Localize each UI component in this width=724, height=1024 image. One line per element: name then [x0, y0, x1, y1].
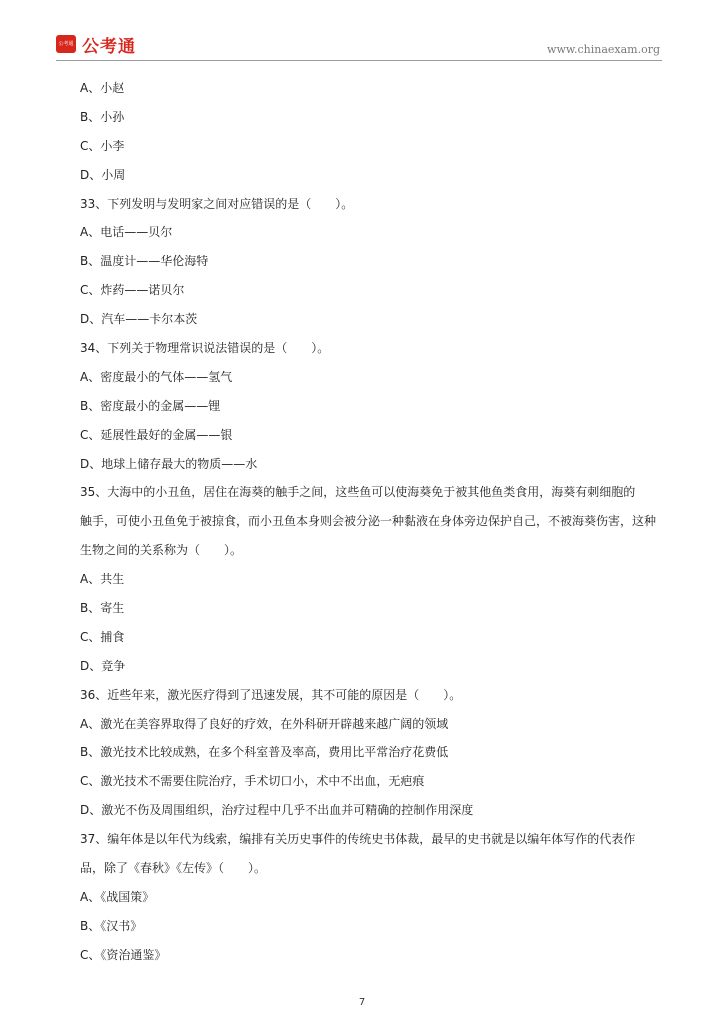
question-36: 36、近些年来，激光医疗得到了迅速发展，其不可能的原因是（ ）。: [80, 687, 462, 702]
option-b-q37: B、《汉书》: [80, 918, 143, 933]
site-url: www.chinaexam.org: [547, 43, 660, 56]
option-b-q33: B、温度计——华伦海特: [80, 254, 209, 269]
question-37-line-2: 品，除了《春秋》《左传》（ ）。: [80, 861, 267, 876]
option-d-q35: D、竞争: [80, 658, 126, 673]
option-c-q33: C、炸药——诺贝尔: [80, 283, 185, 298]
logo-text: 公考通: [82, 36, 136, 57]
question-37-line-1: 37、编年体是以年代为线索，编排有关历史事件的传统史书体裁，最早的史书就是以编年体写作的代表作: [80, 832, 636, 847]
option-d-q34: D、地球上储存最大的物质——水: [80, 456, 258, 471]
option-a-q37: A、《战国策》: [80, 889, 155, 904]
page-number: 7: [358, 997, 366, 1008]
option-a-q35: A、共生: [80, 572, 125, 587]
document-body: [80, 74, 672, 970]
option-b-q36: B、激光技术比较成熟，在多个科室普及率高，费用比平常治疗花费低: [80, 745, 449, 760]
option-d-q32: D、小周: [80, 167, 126, 182]
question-35-line-3: 生物之间的关系称为（ ）。: [80, 543, 243, 558]
option-c-q32: C、小李: [80, 138, 125, 153]
logo[interactable]: [56, 34, 136, 57]
option-c-q34: C、延展性最好的金属——银: [80, 427, 233, 442]
question-33: 33、下列发明与发明家之间对应错误的是（ ）。: [80, 196, 354, 211]
option-c-q36: C、激光技术不需要住院治疗，手术切口小，术中不出血，无疤痕: [80, 774, 425, 789]
question-35-line-2: 触手，可使小丑鱼免于被掠食，而小丑鱼本身则会被分泌一种黏液在身体旁边保护自己，不被海葵伤害，这种: [80, 514, 657, 529]
option-a-q33: A、电话——贝尔: [80, 225, 173, 240]
option-b-q34: B、密度最小的金属——锂: [80, 398, 221, 413]
option-a-q34: A、密度最小的气体——氢气: [80, 369, 233, 384]
logo-badge-icon: 公考通: [56, 35, 76, 53]
option-d-q33: D、汽车——卡尔本茨: [80, 312, 198, 327]
question-34: 34、下列关于物理常识说法错误的是（ ）。: [80, 341, 330, 356]
option-a-q32: A、小赵: [80, 81, 125, 95]
option-b-q35: B、寄生: [80, 601, 125, 616]
page-header: [56, 34, 662, 61]
option-c-q35: C、捕食: [80, 629, 125, 644]
option-a-q36: A、激光在美容界取得了良好的疗效，在外科研开辟越来越广阔的领域: [80, 716, 449, 731]
option-d-q36: D、激光不伤及周围组织，治疗过程中几乎不出血并可精确的控制作用深度: [80, 803, 474, 818]
option-b-q32: B、小孙: [80, 109, 125, 124]
option-c-q37: C、《资治通鉴》: [80, 947, 167, 962]
question-35-line-1: 35、大海中的小丑鱼，居住在海葵的触手之间，这些鱼可以使海葵免于被其他鱼类食用，海葵有刺细胞的: [80, 485, 636, 500]
